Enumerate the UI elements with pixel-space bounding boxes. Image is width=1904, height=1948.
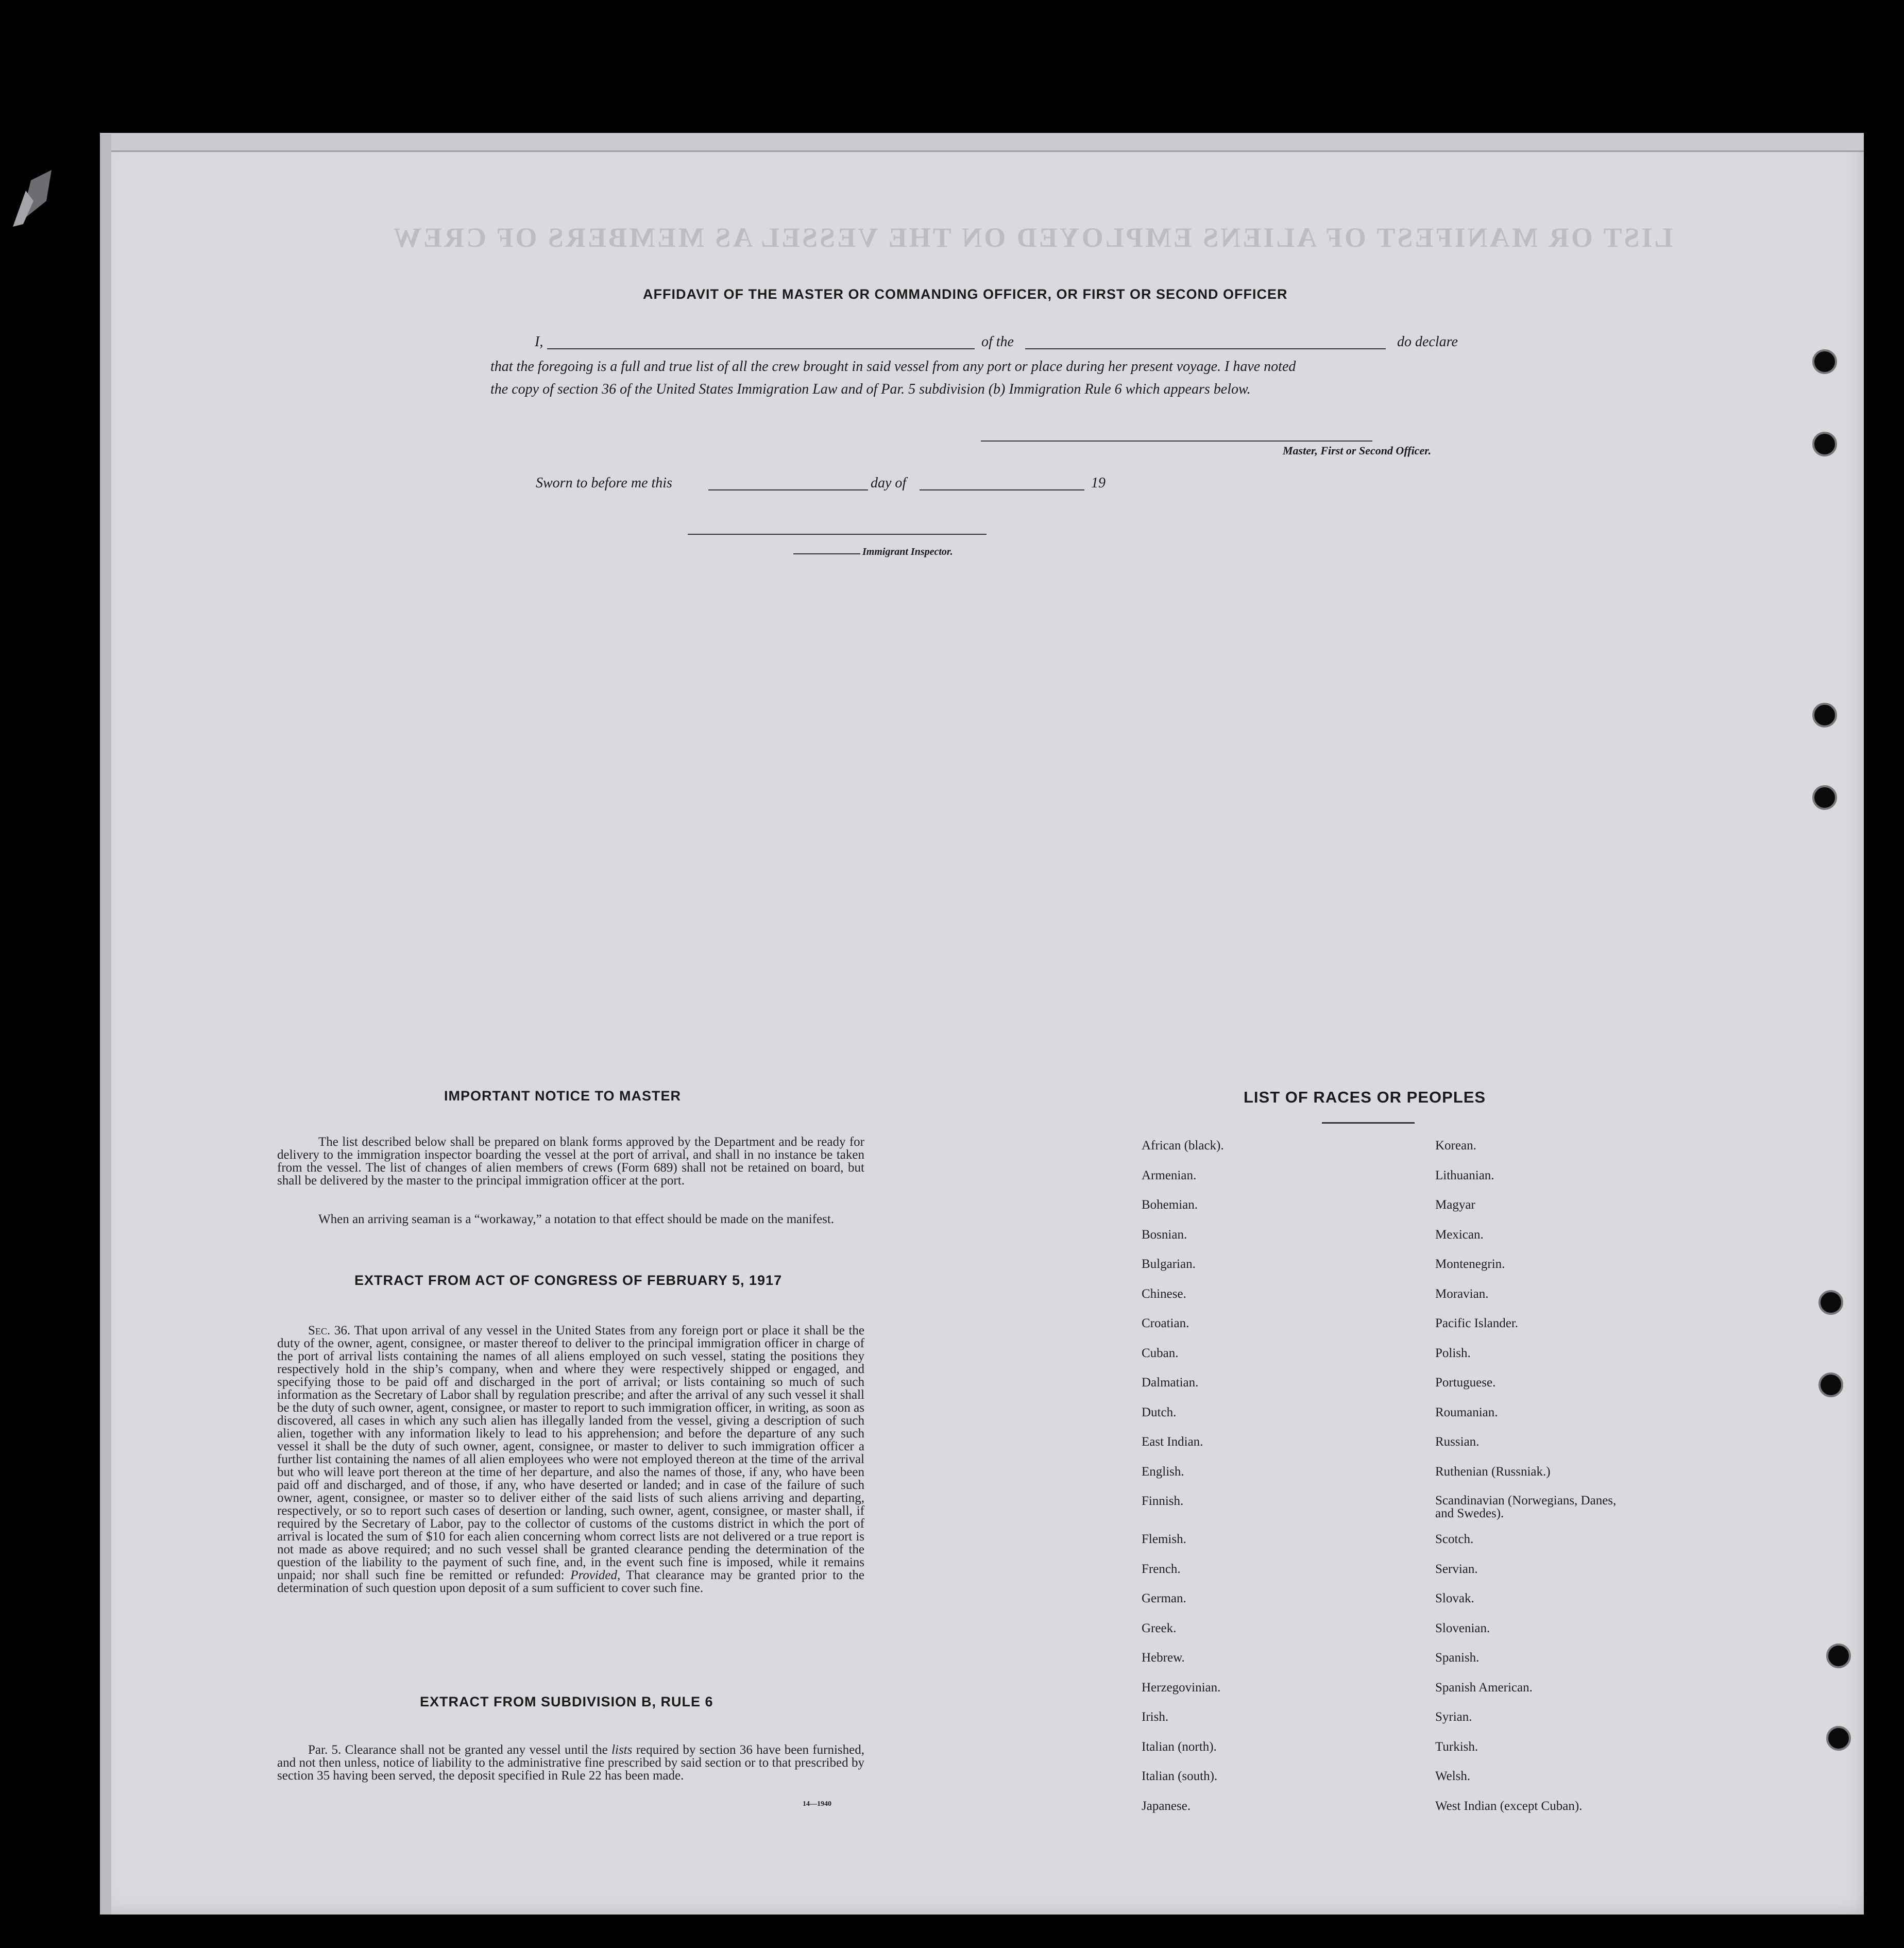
race-item: Scotch. — [1435, 1532, 1474, 1546]
race-item: Italian (north). — [1142, 1739, 1217, 1754]
race-item: English. — [1142, 1464, 1184, 1479]
notice-title: IMPORTANT NOTICE TO MASTER — [444, 1088, 681, 1104]
race-item: Spanish American. — [1435, 1680, 1533, 1695]
sworn-day-of: day of — [871, 475, 907, 491]
race-item: Chinese. — [1142, 1286, 1186, 1301]
provided-word: Provided, — [570, 1568, 621, 1582]
sworn-day-line — [708, 489, 868, 490]
sheet-top-edge — [100, 133, 1864, 152]
affidavit-line-3: the copy of section 36 of the United States Immigration Law and of Par. 5 subdivision (b) Immigration Rule 6 which appears below. — [490, 381, 1251, 397]
bleed-through-title: LIST OR MANIFEST OF ALIENS EMPLOYED ON THE VESSEL AS MEMBERS OF CREW — [392, 222, 1673, 253]
vessel-blank-line — [1025, 348, 1386, 349]
race-item: Korean. — [1435, 1139, 1476, 1153]
race-item: Cuban. — [1142, 1346, 1179, 1360]
race-item: Russian. — [1435, 1435, 1480, 1449]
document-sheet — [100, 134, 1864, 1915]
race-item: Polish. — [1435, 1346, 1471, 1360]
race-item: Hebrew. — [1142, 1651, 1185, 1665]
inspector-line-upper — [688, 534, 987, 535]
race-item: Syrian. — [1435, 1710, 1472, 1724]
race-item: Roumanian. — [1435, 1405, 1498, 1419]
notice-paragraph-1: The list described below shall be prepared on blank forms approved by the Department and be ready for delivery to the immigration inspector boarding the vessel at the port of arrival, and shall in no instance be taken from the vessel. The list of changes of alien members of crews (Form 689) shall not be retained on board, but shall be delivered by the master to the principal immigration officer at the port. — [277, 1135, 864, 1188]
race-item: Welsh. — [1435, 1769, 1471, 1783]
race-item: Greek. — [1142, 1621, 1177, 1635]
inspector-label: Immigrant Inspector. — [862, 546, 953, 557]
name-blank-line — [547, 348, 975, 349]
inspector-line-lower — [793, 553, 860, 554]
race-item: Japanese. — [1142, 1799, 1191, 1813]
act-extract-text — [277, 1324, 864, 1595]
race-item: African (black). — [1142, 1139, 1224, 1153]
race-item: Lithuanian. — [1435, 1168, 1494, 1182]
race-item: East Indian. — [1142, 1435, 1203, 1449]
section-text-end: That clearance may be granted prior to the determination of such question upon deposit of a sum sufficient to cover such fine. — [277, 1568, 864, 1595]
corner-smudge — [10, 170, 57, 227]
race-item: Montenegrin. — [1435, 1257, 1505, 1271]
race-item: Bosnian. — [1142, 1227, 1187, 1242]
race-item: Scandinavian (Norwegians, Danes, and Swedes). — [1435, 1494, 1617, 1520]
sworn-year: 19 — [1091, 475, 1106, 491]
race-item: Slovak. — [1435, 1591, 1474, 1605]
race-item: Portuguese. — [1435, 1376, 1496, 1390]
races-title-underline — [1322, 1122, 1415, 1124]
race-item: Spanish. — [1435, 1651, 1480, 1665]
binder-hole — [1818, 1373, 1843, 1397]
race-item: Croatian. — [1142, 1316, 1189, 1330]
binder-hole — [1818, 1290, 1843, 1315]
binder-hole — [1812, 432, 1837, 456]
sworn-month-line — [920, 489, 1084, 490]
binder-hole — [1812, 785, 1837, 810]
race-item: German. — [1142, 1591, 1186, 1605]
race-item: Armenian. — [1142, 1168, 1197, 1182]
rule6-extract-title: EXTRACT FROM SUBDIVISION B, RULE 6 — [420, 1694, 713, 1709]
notice-paragraph-2: When an arriving seaman is a “workaway,” a notation to that effect should be made on the manifest. — [318, 1212, 835, 1226]
affidavit-title: AFFIDAVIT OF THE MASTER OR COMMANDING OFFICER, OR FIRST OR SECOND OFFICER — [643, 286, 1288, 302]
race-item: Irish. — [1142, 1710, 1169, 1724]
rule6-extract-text — [277, 1743, 864, 1782]
race-item: Dalmatian. — [1142, 1376, 1199, 1390]
race-item: Ruthenian (Russniak.) — [1435, 1464, 1551, 1479]
race-item: Finnish. — [1142, 1494, 1184, 1508]
race-item: West Indian (except Cuban). — [1435, 1799, 1583, 1813]
act-extract-title: EXTRACT FROM ACT OF CONGRESS OF FEBRUARY 5, 1917 — [354, 1273, 783, 1288]
section-label: Sec. 36. — [308, 1324, 351, 1337]
race-item: French. — [1142, 1562, 1181, 1576]
race-item: Bohemian. — [1142, 1198, 1198, 1212]
race-item: Moravian. — [1435, 1286, 1489, 1301]
form-number: 14—1940 — [803, 1800, 831, 1808]
race-item: Pacific Islander. — [1435, 1316, 1519, 1330]
binder-hole — [1826, 1726, 1851, 1751]
race-item: Mexican. — [1435, 1227, 1484, 1242]
rule6-text-a: Par. 5. Clearance shall not be granted any vessel until the — [308, 1743, 608, 1757]
section-text: That upon arrival of any vessel in the United States from any foreign port or place it shall be the duty of the owner, agent, consignee, or master thereof to deliver to the principal immigration officer in charge of the port of arrival lists containing the names of all aliens employed on such vessel, stating the positions they respectively hold in the ship’s company, when and where they were respectively shipped or engaged, and specifying those to be paid off and discharged in the port of arrival; or lists containing so much of such information as the Secretary of Labor shall by regulation prescribe; and after the arrival of any such vessel it shall be the duty of such owner, agent, consignee, or master to report to such immigration officer, in writing, as soon as discovered, all cases in which any such alien has illegally landed from the vessel, giving a description of such alien, together with any information likely to lead to his apprehension; and before the departure of any such vessel it shall be the duty of such owner, agent, consignee, or master to deliver to such immigration officer a further list containing the names of all alien employees who were not employed thereon at the time of the arrival but who will leave port thereon at the time of her departure, and also the names of those, if any, who have been paid off and discharged, and of those, if any, who have deserted or landed; and in case of the failure of such owner, agent, consignee, or master so to deliver either of the said lists of such aliens arriving and departing, respectively, or so to report such cases of desertion or landing, such owner, agent, consignee, or master shall, if required by the Secretary of Labor, pay to the collector of customs of the customs district in which the port of arrival is located the sum of $10 for each alien concerning whom correct lists are not delivered or a true report is not made as above required; and no such vessel shall be granted clearance pending the determination of the question of the liability to the payment of such fine, and, in the event such fine is imposed, while it remains unpaid; nor shall such fine be remitted or refunded: — [277, 1324, 864, 1582]
affidavit-of-the: of the — [981, 334, 1014, 350]
affidavit-do-declare: do declare — [1397, 334, 1458, 350]
signature-label: Master, First or Second Officer. — [1283, 444, 1432, 457]
race-item: Dutch. — [1142, 1405, 1177, 1419]
rule6-text-b: required by section 36 have been furnished, and not then unless, notice of liability to the administrative fine prescribed by said section or to that prescribed by section 35 having been served, the deposit specified in Rule 22 has been made. — [277, 1743, 864, 1783]
binder-hole — [1826, 1644, 1851, 1668]
races-title: LIST OF RACES OR PEOPLES — [1244, 1088, 1486, 1106]
race-item: Servian. — [1435, 1562, 1478, 1576]
race-item: Flemish. — [1142, 1532, 1186, 1546]
affidavit-line-2: that the foregoing is a full and true list of all the crew brought in said vessel from any port or place during her present voyage. I have noted — [490, 359, 1296, 375]
race-item: Herzegovinian. — [1142, 1680, 1221, 1695]
race-item: Italian (south). — [1142, 1769, 1218, 1783]
race-item: Bulgarian. — [1142, 1257, 1196, 1271]
lists-word: lists — [611, 1743, 633, 1757]
sheet-left-fold — [100, 134, 111, 1915]
affidavit-line-1 — [535, 334, 543, 350]
race-item: Magyar — [1435, 1198, 1475, 1212]
race-item: Slovenian. — [1435, 1621, 1490, 1635]
sworn-prefix: Sworn to before me this — [536, 475, 672, 491]
binder-hole — [1812, 703, 1837, 727]
race-item: Turkish. — [1435, 1739, 1478, 1754]
binder-hole — [1812, 349, 1837, 374]
affidavit-i: I, — [535, 334, 543, 350]
signature-line — [981, 441, 1372, 442]
